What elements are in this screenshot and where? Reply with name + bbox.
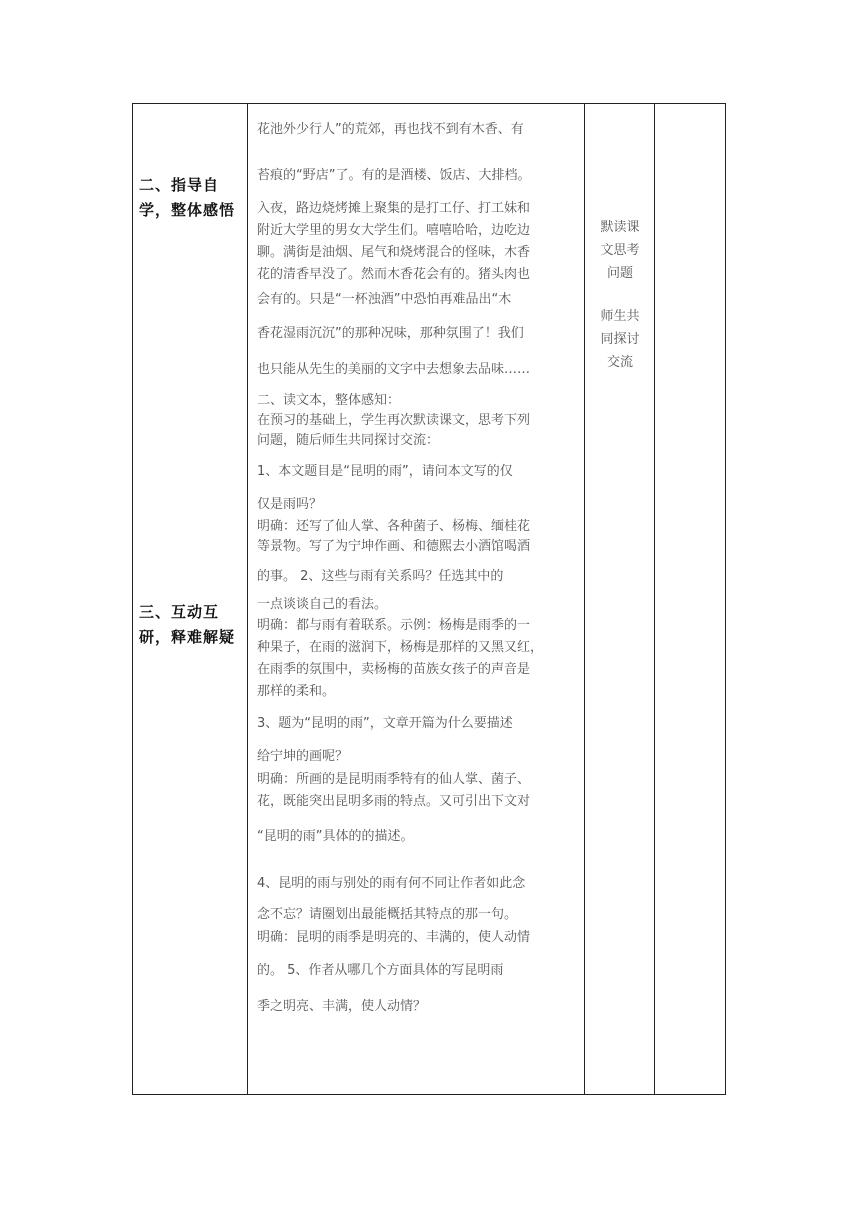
text-line: 那样的柔和。	[257, 684, 336, 699]
text-line: “昆明的雨”具体的的描述。	[257, 829, 414, 844]
reading-heading: 二、读文本，整体感知：	[257, 393, 401, 408]
text-line: 会有的。只是“一杯浊酒”中恐怕再难品出“木	[257, 292, 512, 307]
text-line: 花，既能突出昆明多雨的特点。又可引出下文对	[257, 794, 531, 809]
text-line: 入夜，路边烧烤摊上聚集的是打工仔、打工妹和	[257, 201, 531, 216]
text-line: 花的清香早没了。然而木香花会有的。猪头肉也	[257, 267, 531, 282]
method-column	[588, 216, 652, 374]
question-4	[257, 871, 585, 927]
column-divider	[654, 104, 655, 1094]
answer-3	[257, 769, 585, 849]
text-line: 在雨季的氛围中，卖杨梅的苗族女孩子的声音是	[257, 662, 531, 677]
method-line: 默读课	[600, 220, 640, 235]
method-line: 文思考	[600, 243, 640, 258]
text-line: 季之明亮、丰满，使人动情？	[257, 999, 427, 1014]
method-line: 交流	[606, 355, 633, 370]
method-line: 师生共	[600, 309, 640, 324]
text-line: 香花湿雨沉沉”的那种况味，那种氛围了！我们	[257, 326, 524, 341]
text-line: 聊。满街是油烟、尾气和烧烤混合的怪味，木香	[257, 245, 531, 260]
text-line: 念不忘？请圈划出最能概括其特点的那一句。	[257, 907, 518, 922]
text-line: 的事。 2、这些与雨有关系吗？任选其中的	[257, 569, 504, 584]
text-line: 给宁坤的画呢？	[257, 749, 349, 764]
section-title-guided-reading: 二、指导自学，整体感悟	[139, 176, 236, 219]
intro-paragraph	[257, 118, 585, 382]
method-line: 问题	[606, 266, 633, 281]
text-line: 在预习的基础上，学生再次默读课文，思考下列	[257, 413, 531, 428]
text-line: 花池外少行人”的荒郊，再也找不到有木香、有	[257, 122, 524, 137]
text-line: 等景物。写了为宁坤作画、和德熙去小酒馆喝酒	[257, 539, 531, 554]
question-1	[257, 459, 585, 517]
text-line: 问题，随后师生共同探讨交流：	[257, 433, 440, 448]
text-line: 明确：昆明的雨季是明亮的、丰满的，使人动情	[257, 930, 531, 945]
answer-2	[257, 615, 585, 703]
method-line: 同探讨	[600, 332, 640, 347]
answer-4	[257, 927, 585, 1019]
text-line: 也只能从先生的美丽的文字中去想象去品味……	[257, 362, 531, 377]
text-line: 明确：还写了仙人掌、各种菌子、杨梅、缅桂花	[257, 519, 531, 534]
text-line: 种果子，在雨的滋润下，杨梅是那样的又黑又红，	[257, 640, 544, 655]
content-column	[257, 118, 585, 1019]
text-line: 附近大学里的男女大学生们。嘻嘻哈哈，边吃边	[257, 223, 531, 238]
question-3	[257, 711, 585, 769]
lesson-table	[132, 103, 726, 1095]
column-divider	[247, 104, 248, 1094]
text-line: 明确：所画的是昆明雨季特有的仙人掌、菌子、	[257, 772, 531, 787]
text-line: 的。 5、作者从哪几个方面具体的写昆明雨	[257, 963, 504, 978]
section-title-interactive-discussion: 三、互动互研，释难解疑	[139, 603, 236, 646]
reading-block	[257, 391, 585, 451]
answer-1	[257, 517, 585, 615]
text-line: 苔痕的“野店”了。有的是酒楼、饭店、大排档。	[257, 168, 531, 183]
text-line: 一点谈谈自己的看法。	[257, 597, 388, 612]
text-line: 明确：都与雨有着联系。示例：杨梅是雨季的一	[257, 618, 531, 633]
text-line: 仅是雨吗？	[257, 497, 323, 512]
text-line: 3、题为“昆明的雨”，文章开篇为什么要描述	[257, 716, 513, 731]
text-line: 1、本文题目是“昆明的雨”，请问本文写的仅	[257, 464, 513, 479]
text-line: 4、昆明的雨与别处的雨有何不同让作者如此念	[257, 876, 526, 891]
